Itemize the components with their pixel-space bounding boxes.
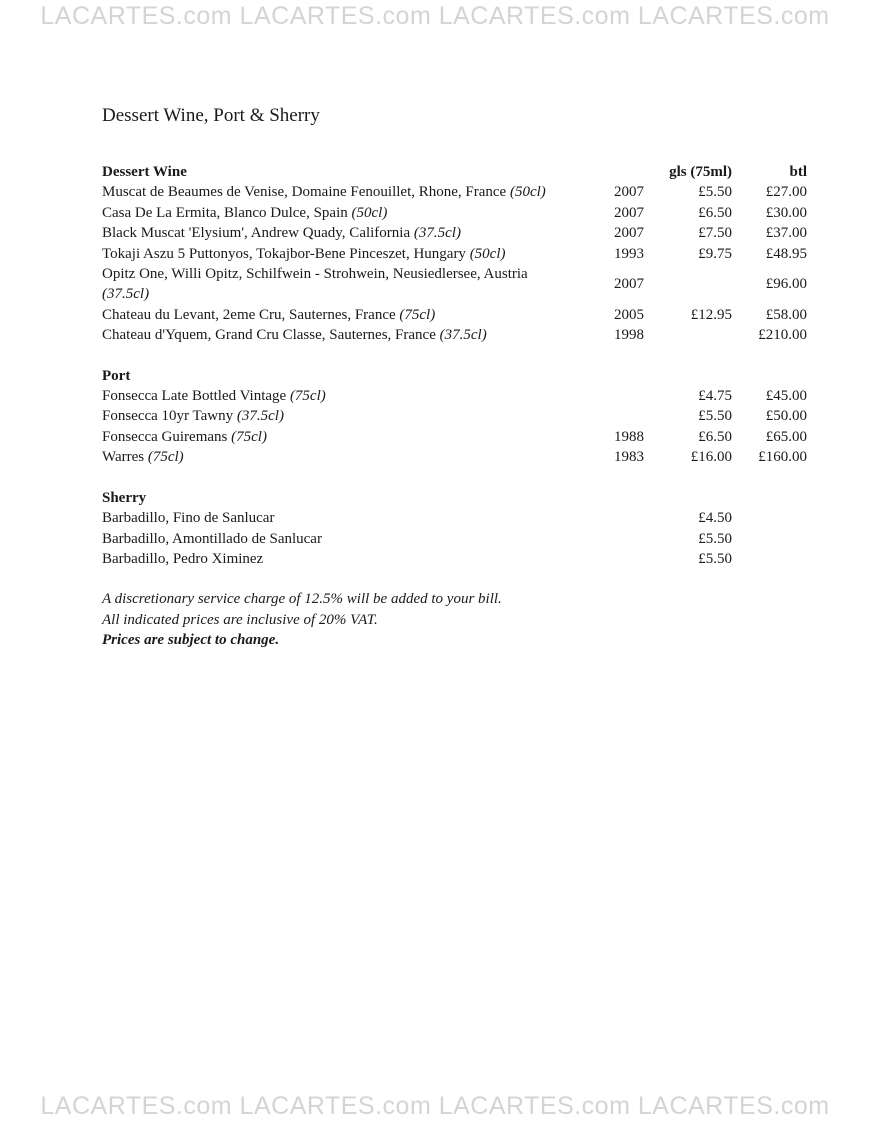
- menu-item: [102, 447, 812, 467]
- item-size: (37.5cl): [236, 408, 284, 425]
- item-size: (75cl): [147, 449, 184, 466]
- menu-item: [102, 386, 812, 406]
- item-name: Barbadillo, Pedro Ximinez: [102, 550, 264, 567]
- item-glass-price: £9.75: [698, 245, 732, 262]
- item-name: Barbadillo, Fino de Sanlucar: [102, 510, 275, 527]
- section-heading: Dessert Wine: [102, 164, 187, 180]
- item-name: Opitz One, Willi Opitz, Schilfwein - Strohwein, Neusiedlersee, Austria: [102, 266, 528, 283]
- watermark-top: LACARTES.com LACARTES.com LACARTES.com LACARTES.com: [40, 2, 830, 30]
- item-glass-price: £16.00: [690, 449, 732, 466]
- item-bottle-price: £45.00: [765, 388, 807, 405]
- menu-item: [102, 427, 812, 447]
- vat-note: All indicated prices are inclusive of 20% VAT.: [102, 611, 378, 628]
- section-heading: Port: [102, 367, 131, 384]
- item-name: Black Muscat 'Elysium', Andrew Quady, California: [102, 225, 411, 242]
- item-glass-price: £5.50: [698, 530, 732, 547]
- column-header-bottle: btl: [789, 164, 807, 180]
- item-size: (50cl): [509, 184, 546, 201]
- menu-item: [102, 223, 812, 243]
- menu-item: [102, 264, 812, 305]
- item-size: (75cl): [231, 428, 267, 445]
- item-size: (37.5cl): [413, 225, 461, 242]
- page-title: Dessert Wine, Port & Sherry: [102, 105, 320, 126]
- item-glass-price: £6.50: [698, 428, 732, 445]
- item-size: (75cl): [399, 306, 436, 323]
- item-name: Warres: [102, 449, 145, 466]
- item-name: Tokaji Aszu 5 Puttonyos, Tokajbor-Bene Pinceszet, Hungary: [102, 245, 466, 262]
- menu-item: [102, 508, 812, 528]
- section-port: [102, 366, 812, 468]
- item-name: Muscat de Beaumes de Venise, Domaine Fenouillet, Rhone, France: [102, 184, 507, 201]
- item-size: (37.5cl): [439, 327, 487, 344]
- item-year: 1993: [614, 245, 644, 262]
- item-year: 2007: [614, 225, 644, 242]
- section-header-row: [102, 366, 812, 386]
- item-bottle-price: £37.00: [765, 225, 807, 242]
- section-header-row: [102, 162, 812, 182]
- item-size: (75cl): [289, 388, 326, 405]
- item-bottle-price: £58.00: [765, 306, 807, 323]
- item-bottle-price: £210.00: [758, 327, 807, 344]
- section-heading: Sherry: [102, 489, 147, 506]
- item-glass-price: £4.50: [698, 510, 732, 527]
- item-bottle-price: £160.00: [758, 449, 807, 466]
- item-name: Fonsecca Guiremans: [102, 428, 228, 445]
- item-size: (50cl): [469, 245, 506, 262]
- item-year: 2007: [614, 276, 644, 293]
- item-name: Chateau d'Yquem, Grand Cru Classe, Sauternes, France: [102, 327, 436, 344]
- item-bottle-price: £96.00: [765, 276, 807, 293]
- service-charge-note: A discretionary service charge of 12.5% will be added to your bill.: [102, 591, 502, 608]
- item-size: (50cl): [351, 204, 388, 221]
- item-glass-price: £4.75: [698, 388, 732, 405]
- item-bottle-price: £30.00: [765, 204, 807, 221]
- item-name: Fonsecca 10yr Tawny: [102, 408, 234, 425]
- menu-item: [102, 305, 812, 325]
- menu-item: [102, 203, 812, 223]
- price-change-note: Prices are subject to change.: [102, 632, 280, 649]
- menu-item: [102, 182, 812, 202]
- item-glass-price: £5.50: [698, 550, 732, 567]
- item-year: 1998: [614, 327, 644, 344]
- item-year: 1983: [614, 449, 644, 466]
- item-glass-price: £5.50: [698, 408, 732, 425]
- item-year: 2005: [614, 306, 644, 323]
- item-glass-price: £12.95: [690, 306, 732, 323]
- item-glass-price: £7.50: [698, 225, 732, 242]
- item-name: Chateau du Levant, 2eme Cru, Sauternes, France: [102, 306, 396, 323]
- menu-item: [102, 406, 812, 426]
- column-header-glass: gls (75ml): [669, 164, 732, 180]
- item-name: Barbadillo, Amontillado de Sanlucar: [102, 530, 322, 547]
- wine-menu: [102, 162, 812, 651]
- menu-item: [102, 244, 812, 264]
- item-bottle-price: £65.00: [765, 428, 807, 445]
- menu-item: [102, 549, 812, 569]
- footnotes: [102, 589, 812, 650]
- section-dessert-wine: [102, 162, 812, 346]
- item-year: 1988: [614, 428, 644, 445]
- section-header-row: [102, 488, 812, 508]
- section-sherry: [102, 488, 812, 570]
- item-bottle-price: £27.00: [765, 184, 807, 201]
- item-glass-price: £5.50: [698, 184, 732, 201]
- item-bottle-price: £48.95: [765, 245, 807, 262]
- menu-item: [102, 325, 812, 345]
- item-name: Fonsecca Late Bottled Vintage: [102, 388, 287, 405]
- item-glass-price: £6.50: [698, 204, 732, 221]
- item-bottle-price: £50.00: [765, 408, 807, 425]
- item-size: (37.5cl): [102, 286, 150, 303]
- menu-item: [102, 529, 812, 549]
- watermark-bottom: LACARTES.com LACARTES.com LACARTES.com LACARTES.com: [40, 1092, 830, 1120]
- item-year: 2007: [614, 204, 644, 221]
- item-year: 2007: [614, 184, 644, 201]
- item-name: Casa De La Ermita, Blanco Dulce, Spain: [102, 204, 348, 221]
